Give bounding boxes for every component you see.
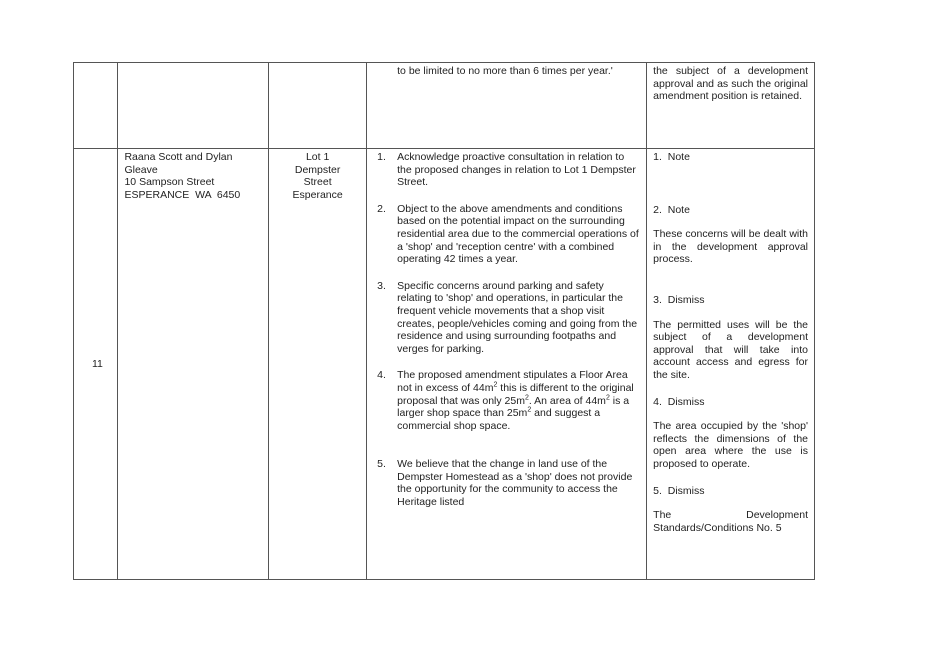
response-cell <box>647 63 815 149</box>
submitter-street: 10 Sampson Street <box>124 176 215 189</box>
submitter-name-2: Gleave <box>124 163 158 176</box>
response-body: The permitted uses will be the subject of a development approval that will take into account access and egress for the site. <box>653 318 808 381</box>
submission-cell <box>367 149 647 580</box>
property-line: Street <box>303 176 332 189</box>
response-title: 5. Dismiss <box>653 484 705 497</box>
response-body: The area occupied by the 'shop' reflects the dimensions of the open area where the use is proposed to operate. <box>653 420 808 470</box>
response-text: the subject of a development approval and as such the original amendment position is retained. <box>653 65 808 103</box>
table-row <box>74 63 815 149</box>
item-number: 2. <box>377 202 386 215</box>
submission-item <box>377 203 640 266</box>
response-cell <box>647 149 815 580</box>
submitter-cell <box>118 63 269 149</box>
submitter-town: ESPERANCE WA 6450 <box>124 188 241 201</box>
item-text: The proposed amendment stipulates a Floor Area not in excess of $44m^2$ this is different to the original proposal that was only $25m^2$. An area of $44m^2$ is a larger shop space than $25m^2$ and suggest a commercial shop space. <box>397 369 634 432</box>
property-line: Esperance <box>292 188 343 201</box>
table-row <box>74 149 815 580</box>
property-line: Dempster <box>294 163 341 176</box>
submission-item <box>377 458 640 508</box>
item-number: 1. <box>377 151 386 163</box>
item-number: 5. <box>377 458 386 471</box>
item-text: Specific concerns around parking and safety relating to 'shop' and operations, in particular the frequent vehicle movements that a shop visit creates, people/vehicles coming and going from the residence and using surrounding footpaths and verges for parking. <box>397 279 638 355</box>
response-title: 4. Dismiss <box>653 395 705 408</box>
submitter-name-1: Raana Scott and Dylan <box>124 151 233 163</box>
submission-item <box>377 280 640 356</box>
property-cell <box>269 149 367 580</box>
response-title: 1. Note <box>653 151 690 163</box>
row-number: 11 <box>92 357 103 370</box>
item-number: 3. <box>377 279 386 292</box>
property-cell <box>269 63 367 149</box>
item-text: Acknowledge proactive consultation in relation to the proposed changes in relation to Lot 1 Dempster Street. <box>397 151 636 189</box>
row-number-cell <box>74 149 118 580</box>
response-body: These concerns will be dealt with in the development approval process. <box>653 228 808 266</box>
response-title: 2. Note <box>653 203 690 216</box>
item-text: Object to the above amendments and conditions based on the potential impact on the surrounding residential area due to the commercial operations of a 'shop' and 'reception centre' with a combined operating 42 times a year. <box>397 202 639 266</box>
submission-item <box>377 151 640 189</box>
submission-item <box>377 369 640 432</box>
item-text: We believe that the change in land use of the Dempster Homestead as a 'shop' does not provide the opportunity for the community to access the Heritage listed <box>397 458 633 509</box>
submission-cell <box>367 63 647 149</box>
submissions-table <box>73 62 815 580</box>
row-number-cell <box>74 63 118 149</box>
item-number: 4. <box>377 369 386 382</box>
property-line: Lot 1 <box>305 151 330 163</box>
submission-text: to be limited to no more than 6 times per year.' <box>397 65 613 77</box>
response-title: 3. Dismiss <box>653 293 705 306</box>
submitter-cell <box>118 149 269 580</box>
response-body: The Development Standards/Conditions No. 5 <box>653 509 808 534</box>
